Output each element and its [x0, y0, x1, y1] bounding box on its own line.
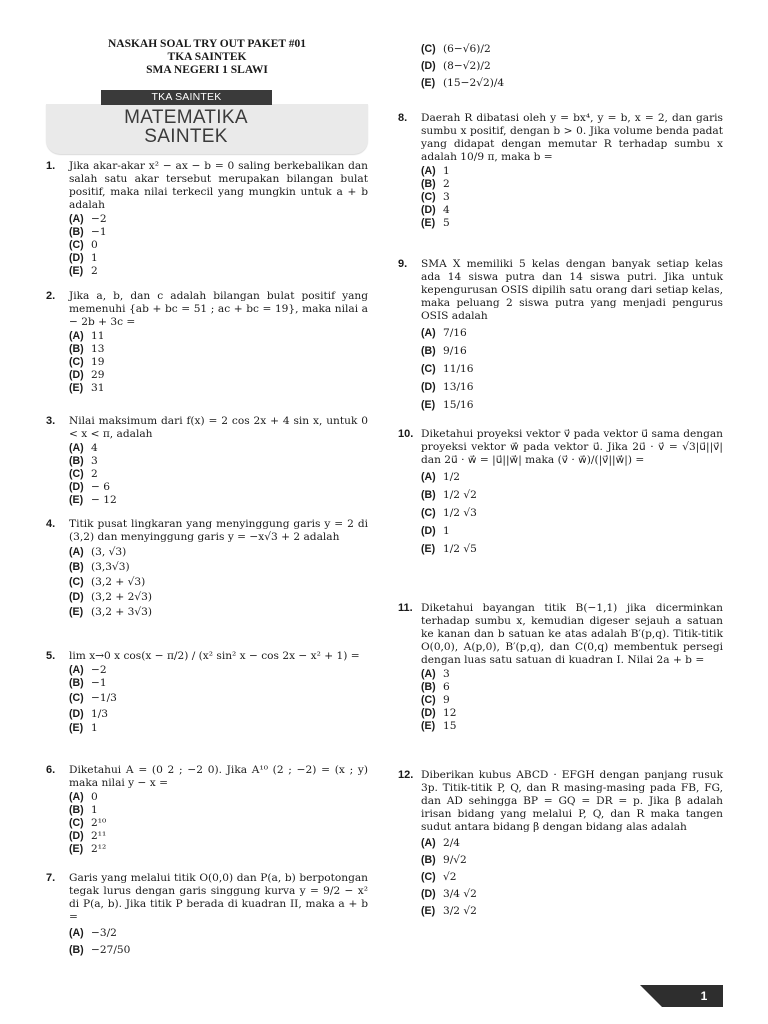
- option[interactable]: (D) 4: [421, 204, 450, 216]
- option[interactable]: (B) 1: [69, 804, 98, 816]
- option[interactable]: (E) (15−2√2)/4: [421, 77, 505, 89]
- option[interactable]: (C) 11/16: [421, 363, 474, 375]
- option[interactable]: (B) −1: [69, 677, 107, 689]
- options-list: [421, 324, 723, 414]
- options-list: [421, 835, 723, 920]
- option[interactable]: (E) 3/2 √2: [421, 905, 477, 917]
- option[interactable]: (D) 2¹¹: [69, 830, 107, 842]
- question-5: 5. lim x→0 x cos(x − π/2) / (x² sin² x − cos 2x − x² + 1) = (A) −2 (B) −1 (C) −1/3 (D) 1/3 (E) 1: [46, 650, 368, 735]
- option[interactable]: (A) 2/4: [421, 837, 461, 849]
- option[interactable]: (E) 2: [69, 265, 98, 277]
- option[interactable]: (C) 2¹⁰: [69, 817, 107, 829]
- question-text: Nilai maksimum dari f(x) = 2 cos 2x + 4 sin x, untuk 0 < x < π, adalah: [69, 415, 368, 440]
- options-list: [69, 213, 368, 278]
- option[interactable]: (A) −2: [69, 213, 107, 225]
- option[interactable]: (A) (3, √3): [69, 546, 127, 558]
- question-text: Daerah R dibatasi oleh y = bx⁴, y = b, x = 2, dan garis sumbu x positif, dengan b > 0. Jika volume benda padat yang didapat dengan memutar R terhadap sumbu x adalah 10/9 π, maka b =: [421, 112, 723, 163]
- option[interactable]: (E) 2¹²: [69, 843, 107, 855]
- option[interactable]: (D) 1: [421, 525, 450, 537]
- option[interactable]: (B) 9/√2: [421, 854, 467, 866]
- option[interactable]: (A) 1/2: [421, 471, 461, 483]
- option[interactable]: (D) 1/3: [69, 708, 109, 720]
- option[interactable]: (A) 3: [421, 668, 450, 680]
- question-11: 11. Diketahui bayangan titik B(−1,1) jika dicerminkan terhadap sumbu x, kemudian digeser sejauh a satuan ke kanan dan b satuan ke atas adalah B′(p,q). Titik-titik O(0,0), A(p,0), B′(p,q), dan C(0,q) membentuk persegi dengan luas satu satuan di kuadran I. Nilai 2a + b = (A) 3 (B) 6 (C) 9 (D) 12 (E) 15: [398, 602, 723, 732]
- options-list: [69, 330, 368, 395]
- option[interactable]: (E) 15: [421, 720, 457, 732]
- question-text: Jika akar-akar x² − ax − b = 0 saling berkebalikan dan salah satu akar tersebut merupakan bilangan bulat positif, maka nilai terkecil yang mungkin untuk a + b adalah: [69, 160, 368, 211]
- option[interactable]: (C) 9: [421, 694, 450, 706]
- question-6: 6. Diketahui A = (0 2 ; −2 0). Jika A¹⁰ (2 ; −2) = (x ; y) maka nilai y − x = (A) 0 (B) 1 (C) 2¹⁰ (D) 2¹¹ (E) 2¹²: [46, 764, 368, 855]
- option[interactable]: (A) 1: [421, 165, 450, 177]
- question-text: Jika a, b, dan c adalah bilangan bulat positif yang memenuhi {ab + bc = 51 ; ac + bc = 19}, maka nilai a − 2b + 3c =: [69, 290, 368, 328]
- question-text: lim x→0 x cos(x − π/2) / (x² sin² x − cos 2x − x² + 1) =: [69, 650, 360, 662]
- option[interactable]: (B) 13: [69, 343, 105, 355]
- option[interactable]: (C) √2: [421, 871, 457, 883]
- header-school: SMA NEGERI 1 SLAWI: [146, 64, 268, 76]
- option[interactable]: (C) 3: [421, 191, 450, 203]
- question-8: 8. Daerah R dibatasi oleh y = bx⁴, y = b, x = 2, dan garis sumbu x positif, dengan b > 0. Jika volume benda padat yang didapat dengan memutar R terhadap sumbu x adalah 10/9 π, maka b = (A) 1 (B) 2 (C) 3 (D) 4 (E) 5: [398, 112, 723, 229]
- option[interactable]: (E) − 12: [69, 494, 117, 506]
- option[interactable]: (B) 3: [69, 455, 98, 467]
- question-text: SMA X memiliki 5 kelas dengan banyak setiap kelas ada 14 siswa putra dan 14 siswa putri. Jika untuk kepengurusan OSIS dipilih satu orang dari setiap kelas, maka peluang 2 siswa putra yang menjadi pengurus OSIS adalah: [421, 258, 723, 322]
- document-header: [60, 38, 354, 77]
- question-3: 3. Nilai maksimum dari f(x) = 2 cos 2x + 4 sin x, untuk 0 < x < π, adalah (A) 4 (B) 3 (C) 2 (D) − 6 (E) − 12: [46, 415, 368, 506]
- option[interactable]: (A) 0: [69, 791, 98, 803]
- option[interactable]: (B) 6: [421, 681, 450, 693]
- option[interactable]: (D) 1: [69, 252, 98, 264]
- question-text: Diketahui A = (0 2 ; −2 0). Jika A¹⁰ (2 ; −2) = (x ; y) maka nilai y − x =: [69, 764, 368, 789]
- options-list: [69, 442, 368, 507]
- option[interactable]: (B) −1: [69, 226, 107, 238]
- question-text: Titik pusat lingkaran yang menyinggung garis y = 2 di (3,2) dan menyinggung garis y = −x√3 + 2 adalah: [69, 518, 368, 543]
- options-list: [69, 545, 368, 620]
- option[interactable]: (C) (6−√6)/2: [421, 43, 491, 55]
- question-text: Diberikan kubus ABCD · EFGH dengan panjang rusuk 3p. Titik-titik P, Q, dan R masing-masing pada FB, FG, dan AD sehingga BP = GQ = DR = p. Jika β adalah irisan bidang yang melalui P, Q, dan R maka tangen sudut antara bidang β dengan bidang alas adalah: [421, 769, 723, 833]
- option[interactable]: (D) 13/16: [421, 381, 474, 393]
- subject-box: [46, 104, 368, 154]
- section-tag: TKA SAINTEK: [101, 90, 272, 105]
- question-7-continued: [398, 40, 723, 92]
- option[interactable]: (E) 31: [69, 382, 105, 394]
- option[interactable]: (A) −2: [69, 664, 107, 676]
- option[interactable]: (A) 11: [69, 330, 105, 342]
- page-number: 1: [700, 989, 708, 1003]
- option[interactable]: (B) 1/2 √2: [421, 489, 477, 501]
- option[interactable]: (C) −1/3: [69, 692, 117, 704]
- option[interactable]: (D) 12: [421, 707, 457, 719]
- option[interactable]: (E) 1: [69, 722, 98, 734]
- option[interactable]: (C) 0: [69, 239, 98, 251]
- question-2: 2. Jika a, b, dan c adalah bilangan bulat positif yang memenuhi {ab + bc = 51 ; ac + bc = 19}, maka nilai a − 2b + 3c = (A) 11 (B) 13 (C) 19 (D) 29 (E) 31: [46, 290, 368, 394]
- question-text: Diketahui bayangan titik B(−1,1) jika dicerminkan terhadap sumbu x, kemudian digeser sejauh a satuan ke kanan dan b satuan ke atas adalah B′(p,q). Titik-titik O(0,0), A(p,0), B′(p,q), dan C(0,q) membentuk persegi dengan luas satu satuan di kuadran I. Nilai 2a + b =: [421, 602, 723, 666]
- option[interactable]: (C) 1/2 √3: [421, 507, 477, 519]
- option[interactable]: (D) (8−√2)/2: [421, 60, 491, 72]
- options-list: [421, 668, 723, 733]
- question-12: 12. Diberikan kubus ABCD · EFGH dengan panjang rusuk 3p. Titik-titik P, Q, dan R masing-masing pada FB, FG, dan AD sehingga BP = GQ = DR = p. Jika β adalah irisan bidang yang melalui P, Q, dan R maka tangen sudut antara bidang β dengan bidang alas adalah (A) 2/4 (B) 9/√2 (C) √2 (D) 3/4 √2 (E) 3/2 √2: [398, 769, 723, 920]
- options-list: [69, 925, 368, 959]
- question-7: 7. Garis yang melalui titik O(0,0) dan P(a, b) berpotongan tegak lurus dengan garis singgung kurva y = 9/2 − x² di P(a, b). Jika titik P berada di kuadran II, maka a + b = (A) −3/2 (B) −27/50: [46, 872, 368, 959]
- header-subtitle: TKA SAINTEK: [167, 51, 247, 63]
- question-text: Garis yang melalui titik O(0,0) dan P(a, b) berpotongan tegak lurus dengan garis singgung kurva y = 9/2 − x² di P(a, b). Jika titik P berada di kuadran II, maka a + b =: [69, 872, 368, 923]
- header-title: NASKAH SOAL TRY OUT PAKET #01: [107, 38, 306, 50]
- option[interactable]: (D) (3,2 + 2√3): [69, 591, 152, 603]
- option[interactable]: (D) − 6: [69, 481, 110, 493]
- question-1: 1. Jika akar-akar x² − ax − b = 0 saling berkebalikan dan salah satu akar tersebut merupakan bilangan bulat positif, maka nilai terkecil yang mungkin untuk a + b adalah (A) −2 (B) −1 (C) 0 (D) 1 (E) 2: [46, 160, 368, 277]
- option[interactable]: (B) −27/50: [69, 944, 131, 956]
- option[interactable]: (A) 7/16: [421, 327, 467, 339]
- option[interactable]: (E) 1/2 √5: [421, 543, 477, 555]
- options-list: [69, 664, 368, 735]
- option[interactable]: (C) 2: [69, 468, 98, 480]
- option[interactable]: (C) 19: [69, 356, 105, 368]
- option[interactable]: (B) 9/16: [421, 345, 467, 357]
- option[interactable]: (E) 5: [421, 217, 450, 229]
- options-list: [421, 41, 723, 92]
- option[interactable]: (C) (3,2 + √3): [69, 576, 146, 588]
- subject-title: MATEMATIKA SAINTEK: [124, 107, 248, 147]
- option[interactable]: (A) −3/2: [69, 927, 117, 939]
- option[interactable]: (A) 4: [69, 442, 98, 454]
- options-list: [69, 791, 368, 856]
- option[interactable]: (E) 15/16: [421, 399, 474, 411]
- options-list: [421, 165, 723, 230]
- question-text: Diketahui proyeksi vektor v⃗ pada vektor u⃗ sama dengan proyeksi vektor w⃗ pada vektor u⃗. Jika 2u⃗ · v⃗ = √3|u⃗||v⃗| dan 2u⃗ · w⃗ = |u⃗||w⃗| maka (v⃗ · w⃗)/(|v⃗||w⃗|) =: [421, 428, 723, 466]
- option[interactable]: (D) 3/4 √2: [421, 888, 477, 900]
- option[interactable]: (D) 29: [69, 369, 105, 381]
- question-4: 4. Titik pusat lingkaran yang menyinggung garis y = 2 di (3,2) dan menyinggung garis y = −x√3 + 2 adalah (A) (3, √3) (B) (3,3√3) (C) (3,2 + √3) (D) (3,2 + 2√3) (E) (3,2 + 3√3): [46, 518, 368, 618]
- option[interactable]: (E) (3,2 + 3√3): [69, 606, 152, 618]
- question-10: 10. Diketahui proyeksi vektor v⃗ pada vektor u⃗ sama dengan proyeksi vektor w⃗ pada vektor u⃗. Jika 2u⃗ · v⃗ = √3|u⃗||v⃗| dan 2u⃗ · w⃗ = |u⃗||w⃗| maka (v⃗ · w⃗)/(|v⃗||w⃗|) = (A) 1/2 (B) 1/2 √2 (C) 1/2 √3 (D) 1 (E) 1/2 √5: [398, 428, 723, 558]
- options-list: [421, 468, 723, 558]
- question-9: 9. SMA X memiliki 5 kelas dengan banyak setiap kelas ada 14 siswa putra dan 14 siswa putri. Jika untuk kepengurusan OSIS dipilih satu orang dari setiap kelas, maka peluang 2 siswa putra yang menjadi pengurus OSIS adalah (A) 7/16 (B) 9/16 (C) 11/16 (D) 13/16 (E) 15/16: [398, 258, 723, 414]
- option[interactable]: (B) (3,3√3): [69, 561, 130, 573]
- option[interactable]: (B) 2: [421, 178, 450, 190]
